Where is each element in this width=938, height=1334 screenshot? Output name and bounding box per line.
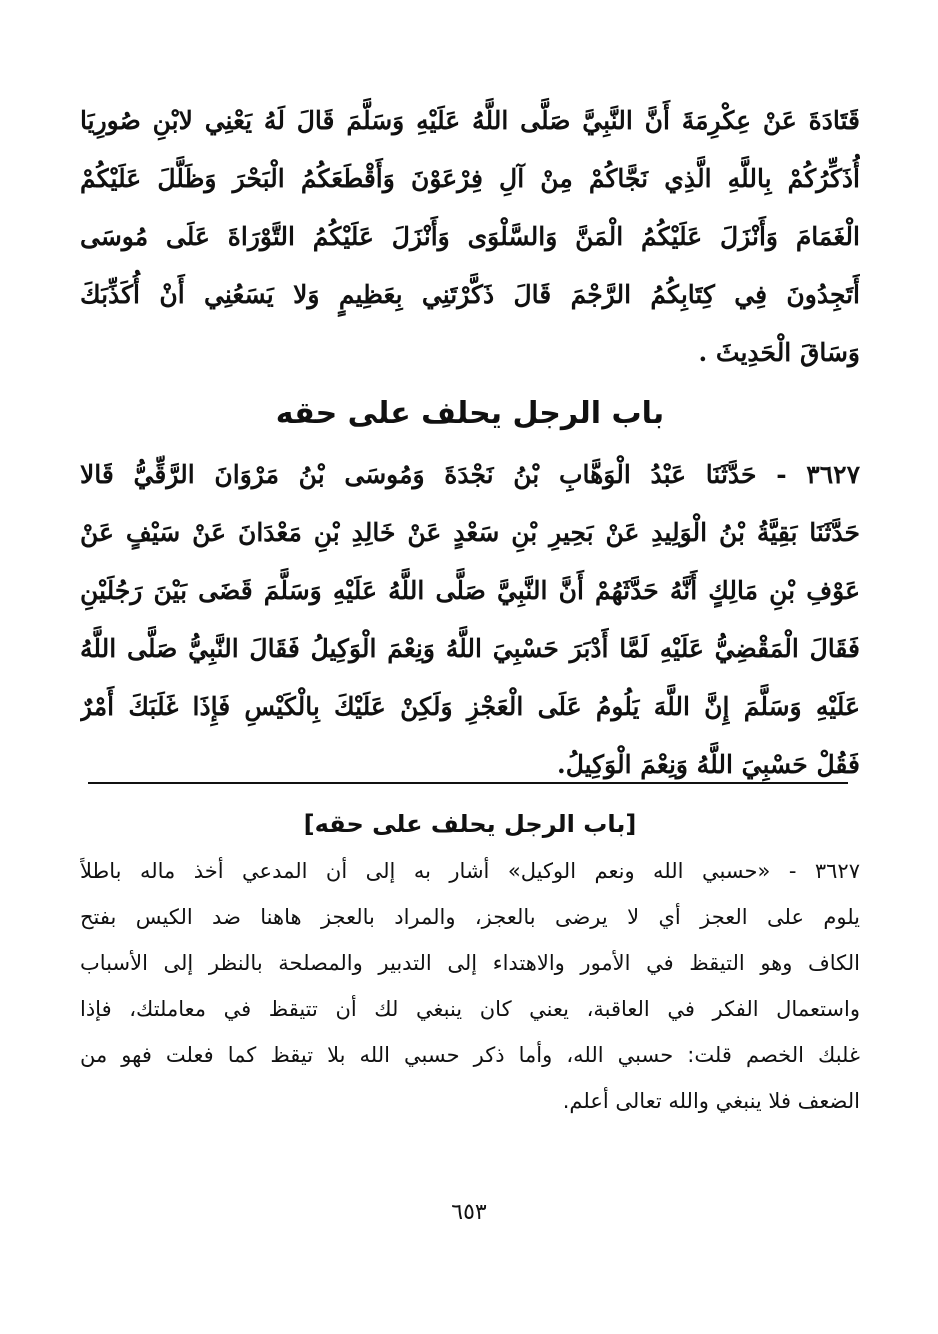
main-text-line: أَتَجِدُونَ فِي كِتَابِكُمُ الرَّجْمَ قَالَ ذَكَّرْتَنِي بِعَظِيمٍ وَلا يَسَعُنِي أَنْ أُكَذِّبَكَ [80, 280, 860, 309]
hadith-line: حَدَّثَنَا بَقِيَّةُ بْنُ الْوَلِيدِ عَنْ بَحِيرِ بْنِ سَعْدٍ عَنْ خَالِدِ بْنِ مَعْدَانَ عَنْ سَيْفٍ عَنْ [80, 518, 860, 547]
hadith-line: ٣٦٢٧ - حَدَّثَنَا عَبْدُ الْوَهَّابِ بْنُ نَجْدَةَ وَمُوسَى بْنُ مَرْوَانَ الرَّقِّيُّ قَالا [80, 460, 860, 489]
main-text-line: الْغَمَامَ وَأَنْزَلَ عَلَيْكُمُ الْمَنَّ وَالسَّلْوَى وَأَنْزَلَ عَلَيْكُمُ التَّوْرَاةَ عَلَى مُوسَى [80, 222, 860, 251]
hadith-line: فَقُلْ حَسْبِيَ اللَّهُ وَنِعْمَ الْوَكِيلُ. [556, 750, 860, 779]
commentary [80, 800, 860, 1124]
page-number: ٦٥٣ [451, 1200, 487, 1225]
footnote-divider [88, 782, 848, 784]
commentary-line: ٣٦٢٧ - «حسبي الله ونعم الوكيل» أشار به إلى أن المدعي أخذ ماله باطلاً [80, 859, 860, 883]
commentary-heading: [باب الرجل يحلف على حقه] [303, 810, 637, 838]
hadith-line: فَقَالَ الْمَقْضِيُّ عَلَيْهِ لَمَّا أَدْبَرَ حَسْبِيَ اللَّهُ وَنِعْمَ الْوَكِيلُ فَقَالَ النَّبِيُّ صَلَّى اللَّهُ [80, 634, 860, 663]
hadith-text [80, 446, 860, 794]
commentary-line: واستعمال الفكر في العاقبة، يعني كان ينبغي لك أن تتيقظ في معاملتك، فإذا [80, 997, 860, 1021]
commentary-line: يلوم على العجز أي لا يرضى بالعجز، والمراد بالعجز هاهنا ضد الكيس بفتح [80, 905, 860, 929]
main-text-line: وَسَاقَ الْحَدِيثَ . [698, 338, 860, 367]
commentary-line: غلبك الخصم قلت: حسبي الله، وأما ذكر حسبي الله بلا تيقظ كما فعلت فهو من [80, 1043, 860, 1067]
section-heading: باب الرجل يحلف على حقه [275, 396, 665, 431]
main-text-line: قَتَادَةَ عَنْ عِكْرِمَةَ أَنَّ النَّبِيَّ صَلَّى اللَّهُ عَلَيْهِ وَسَلَّمَ قَالَ لَهُ يَعْنِي لابْنِ صُورِيَا [80, 106, 860, 135]
hadith-line: عَلَيْهِ وَسَلَّمَ إِنَّ اللَّهَ يَلُومُ عَلَى الْعَجْزِ وَلَكِنْ عَلَيْكَ بِالْكَيْسِ فَإِذَا غَلَبَكَ أَمْرٌ [80, 692, 860, 721]
main-text [80, 92, 860, 382]
commentary-line: الضعف فلا ينبغي والله تعالى أعلم. [562, 1089, 860, 1113]
page-body [80, 92, 860, 794]
hadith-line: عَوْفِ بْنِ مَالِكٍ أَنَّهُ حَدَّثَهُمْ أَنَّ النَّبِيَّ صَلَّى اللَّهُ عَلَيْهِ وَسَلَّمَ قَضَى بَيْنَ رَجُلَيْنِ [80, 576, 860, 605]
commentary-line: الكاف وهو التيقظ في الأمور والاهتداء إلى التدبير والمصلحة بالنظر إلى الأسباب [80, 951, 860, 975]
main-text-line: أُذَكِّرُكُمْ بِاللَّهِ الَّذِي نَجَّاكُمْ مِنْ آلِ فِرْعَوْنَ وَأَقْطَعَكُمُ الْبَحْرَ وَظَلَّلَ عَلَيْكُمْ [80, 164, 860, 193]
